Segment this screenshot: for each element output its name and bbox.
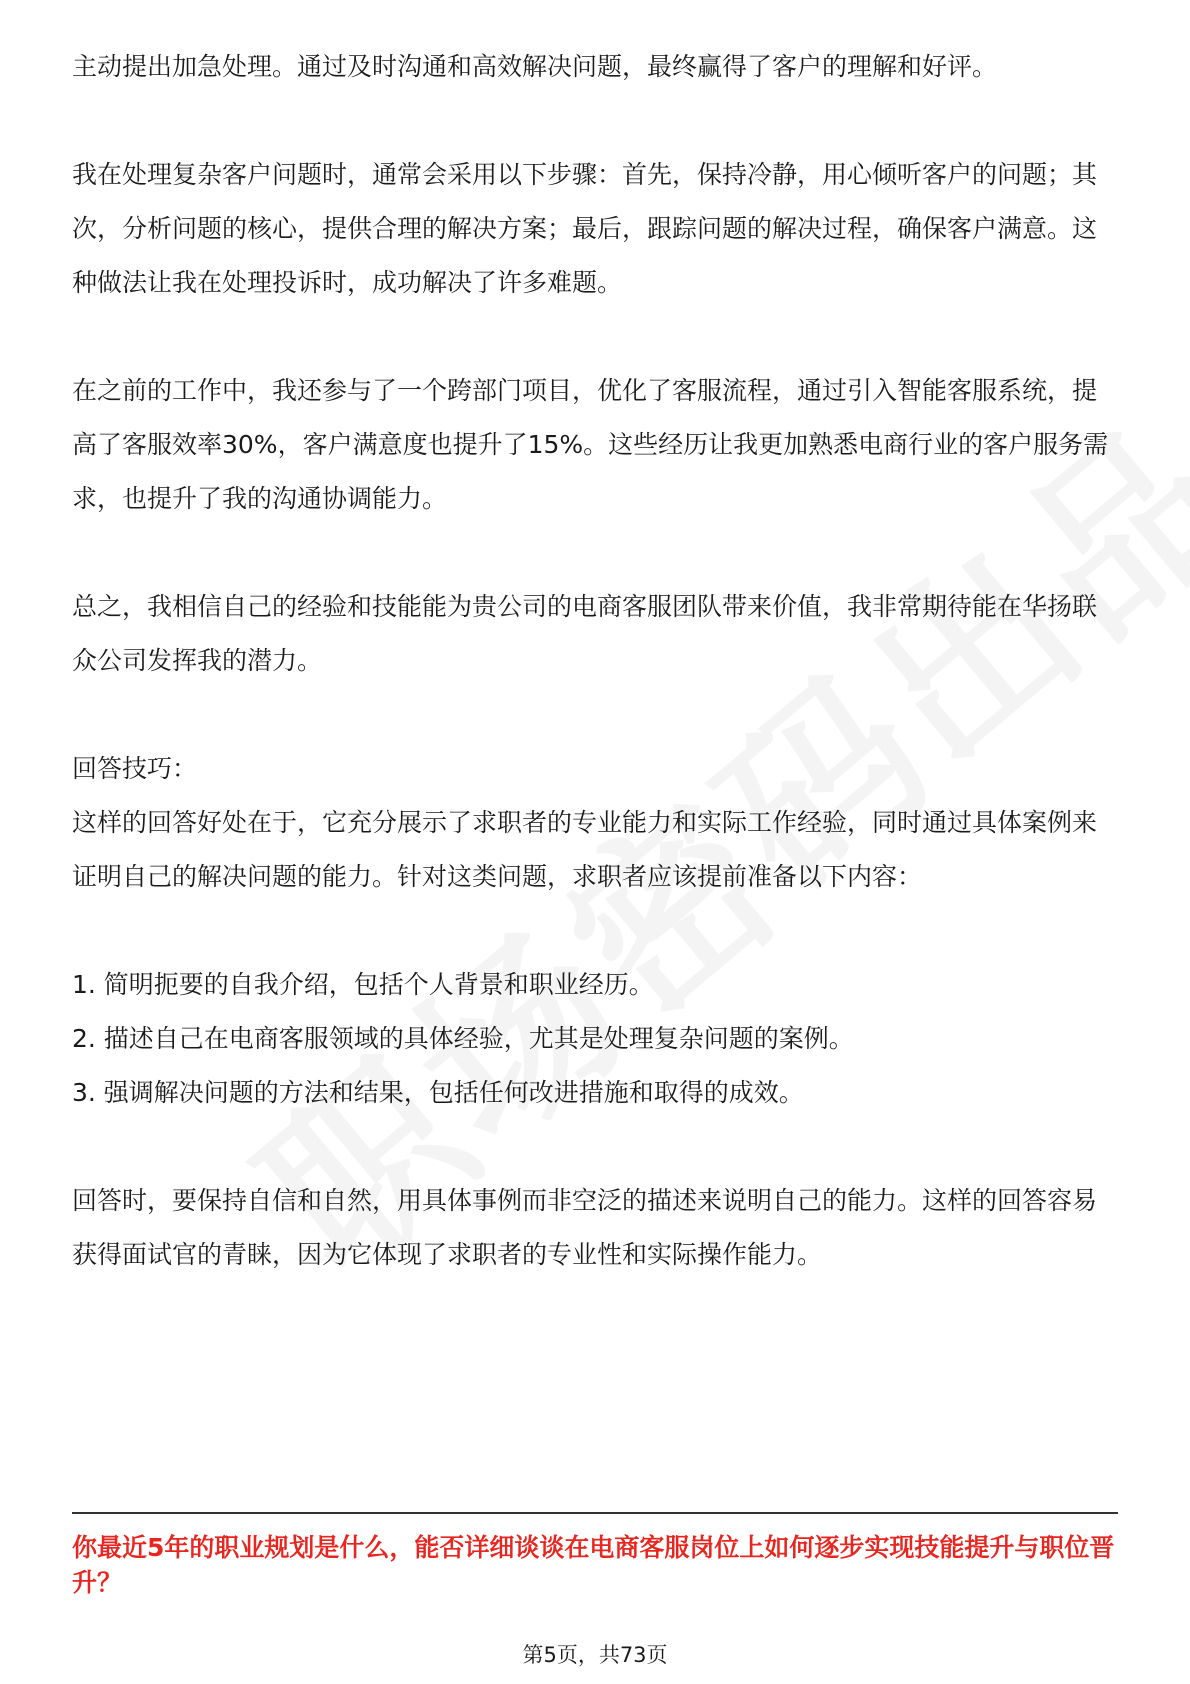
tips-intro: 这样的回答好处在于，它充分展示了求职者的专业能力和实际工作经验，同时通过具体案例来证明自己的解决问题的能力。针对这类问题，求职者应该提前准备以下内容：: [72, 808, 1098, 891]
paragraph-2: 我在处理复杂客户问题时，通常会采用以下步骤：首先，保持冷静，用心倾听客户的问题；其次，分析问题的核心，提供合理的解决方案；最后，跟踪问题的解决过程，确保客户满意。这种做法让我在处理投诉时，成功解决了许多难题。: [72, 160, 1098, 297]
paragraph-4: 总之，我相信自己的经验和技能能为贵公司的电商客服团队带来价值，我非常期待能在华扬联众公司发挥我的潜力。: [72, 592, 1098, 675]
main-content: [72, 40, 1118, 1282]
next-question-heading: 你最近5年的职业规划是什么，能否详细谈谈在电商客服岗位上如何逐步实现技能提升与职位晋升？: [72, 1533, 1115, 1597]
paragraph-1: 主动提出加急处理。通过及时沟通和高效解决问题，最终赢得了客户的理解和好评。: [72, 52, 998, 81]
page-footer: 第5页，共73页: [522, 1643, 668, 1667]
tips-list: [72, 958, 1118, 1120]
list-item: 1. 简明扼要的自我介绍，包括个人背景和职业经历。: [72, 970, 654, 999]
tips-heading: 回答技巧：: [72, 754, 198, 783]
list-item: 3. 强调解决问题的方法和结果，包括任何改进措施和取得的成效。: [72, 1078, 804, 1107]
list-item: 2. 描述自己在电商客服领域的具体经验，尤其是处理复杂问题的案例。: [72, 1024, 854, 1053]
tips-closing: 回答时，要保持自信和自然，用具体事例而非空泛的描述来说明自己的能力。这样的回答容易获得面试官的青睐，因为它体现了求职者的专业性和实际操作能力。: [72, 1186, 1098, 1269]
paragraph-3: 在之前的工作中，我还参与了一个跨部门项目，优化了客服流程，通过引入智能客服系统，提高了客服效率30%，客户满意度也提升了15%。这些经历让我更加熟悉电商行业的客户服务需求，也提升了我的沟通协调能力。: [72, 376, 1109, 513]
section-divider: [72, 1512, 1118, 1514]
